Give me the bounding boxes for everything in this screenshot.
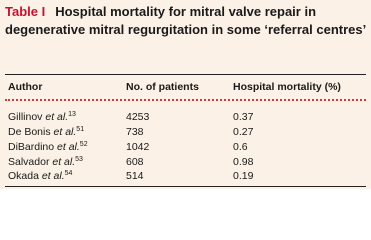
table-row-mortality: 0.27 (233, 126, 254, 138)
header-mortality: Hospital mortality (%) (233, 81, 341, 93)
table-row-author: De Bonis et al.$^{51}$ (8, 126, 85, 138)
header-top-rule (5, 74, 366, 75)
table-row-mortality: 0.19 (233, 170, 254, 182)
table-row-mortality: 0.98 (233, 156, 254, 168)
header-author: Author (8, 81, 43, 93)
table-row-patients: 4253 (126, 111, 150, 123)
table-row-patients: 1042 (126, 141, 150, 153)
table-bottom-rule (5, 186, 366, 187)
header-dotted-rule (5, 99, 366, 101)
table-row-author: Gillinov et al.$^{13}$ (8, 111, 76, 123)
table-row-author: Salvador et al.$^{53}$ (8, 156, 83, 168)
table-row-author: DiBardino et al.$^{52}$ (8, 141, 88, 153)
table-row-mortality: 0.37 (233, 111, 254, 123)
table-row-patients: 738 (126, 126, 144, 138)
table-caption (5, 3, 367, 39)
table-row-patients: 608 (126, 156, 144, 168)
table-label: Table I (5, 4, 46, 19)
table-row-mortality: 0.6 (233, 141, 248, 153)
table-title: Hospital mortality for mitral valve repair in degenerative mitral regurgitation in some ‘referral centres’ (5, 4, 367, 37)
table-row-author: Okada et al.$^{54}$ (8, 170, 73, 182)
header-patients: No. of patients (126, 81, 199, 93)
table-row-patients: 514 (126, 170, 144, 182)
